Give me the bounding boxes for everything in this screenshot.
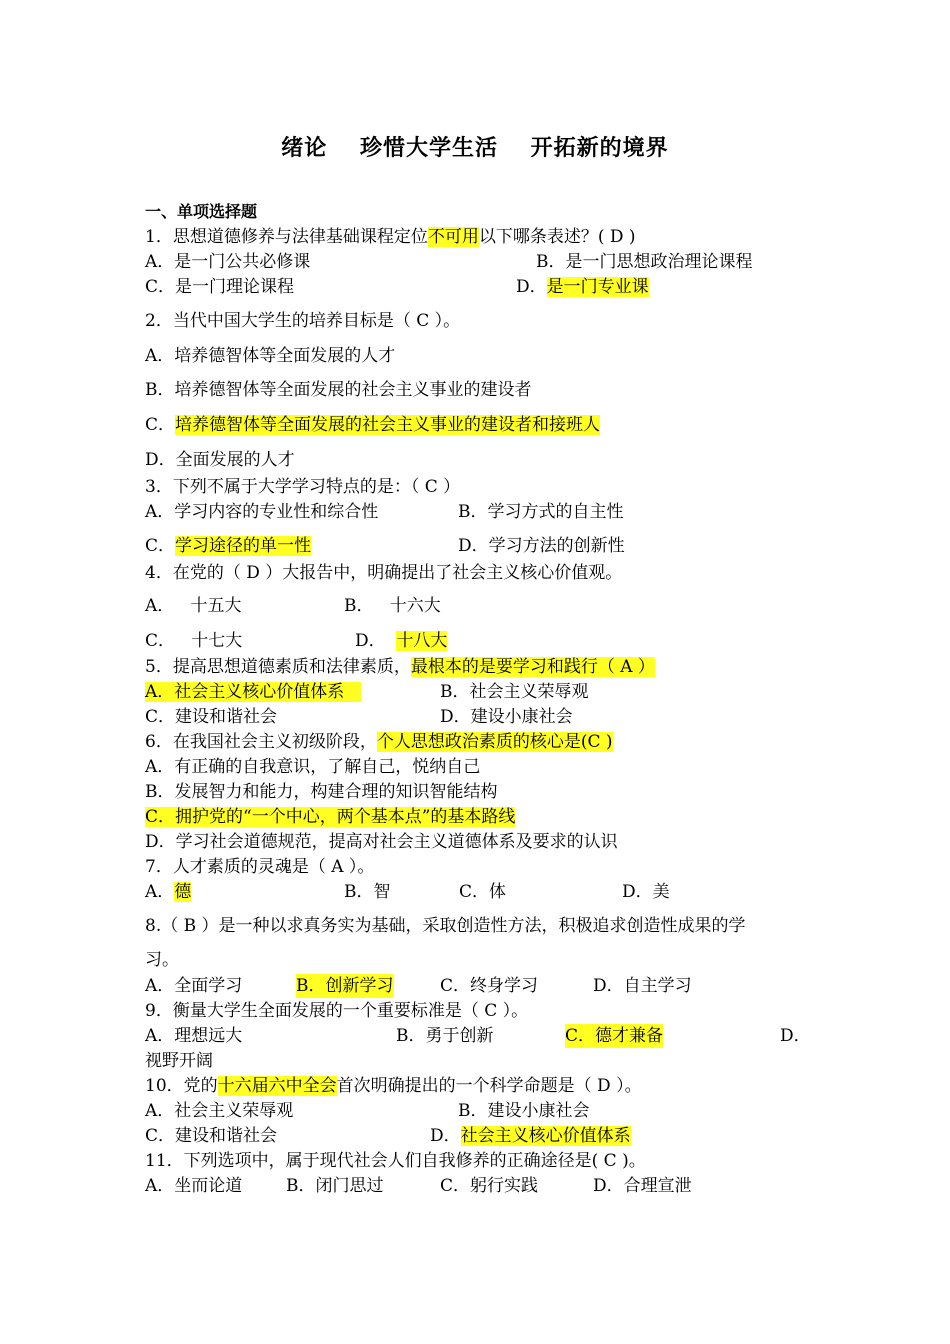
question-9-stem: 9．衡量大学生全面发展的一个重要标准是（ C ）。 — [145, 1001, 529, 1021]
title-part: 开拓新的境界 — [530, 136, 669, 161]
question-7-stem: 7．人才素质的灵魂是（ A ）。 — [145, 857, 375, 877]
highlight: B．创新学习 — [296, 976, 394, 996]
title-part: 珍惜大学生活 — [359, 136, 498, 161]
question-4-options-row1: A． 十五大 B． 十六大 — [145, 596, 441, 616]
question-10-stem: 10．党的十六届六中全会首次明确提出的一个科学命题是（ D ）。 — [145, 1076, 642, 1096]
question-8-options: A．全面学习 B．创新学习 C．终身学习 D．自主学习 — [145, 976, 692, 996]
question-10-options-row1: A．社会主义荣辱观 B．建设小康社会 — [145, 1101, 590, 1121]
highlight: 是一门专业课 — [546, 277, 649, 297]
question-7-options: A．德 B．智 C．体 D．美 — [145, 882, 670, 902]
highlight: 德 — [174, 882, 192, 902]
question-2-option-c: C．培养德智体等全面发展的社会主义事业的建设者和接班人 — [145, 415, 601, 435]
section-heading: 一、单项选择题 — [145, 202, 258, 221]
question-5-options-row1: A．社会主义核心价值体系 B．社会主义荣辱观 — [145, 682, 589, 702]
question-5-stem: 5．提高思想道德素质和法律素质，最根本的是要学习和践行（ A ） — [145, 657, 655, 677]
question-11-options: A．坐而论道 B．闭门思过 C．躬行实践 D．合理宣泄 — [145, 1176, 692, 1196]
question-6-option-c — [145, 805, 515, 829]
highlight: 十六届六中全会 — [217, 1076, 337, 1096]
question-5-options-row2: C．建设和谐社会 D．建设小康社会 — [145, 707, 573, 727]
highlight: 个人思想政治素质的核心是(C ) — [376, 732, 613, 752]
question-6-option-b: B．发展智力和能力，构建合理的知识智能结构 — [145, 782, 498, 802]
question-2-option-a: A．培养德智体等全面发展的人才 — [145, 346, 396, 366]
question-10-options-row2: C．建设和谐社会 D．社会主义核心价值体系 — [145, 1126, 631, 1146]
question-8-stem-line1: 8.（ B ）是一种以求真务实为基础，采取创造性方法，积极追求创造性成果的学 — [145, 916, 746, 936]
question-3-stem: 3．下列不属于大学学习特点的是：（ C ） — [145, 477, 461, 497]
question-3-options-row2: C．学习途径的单一性 D．学习方法的创新性 — [145, 536, 625, 556]
question-9-option-d-wrap: 视野开阔 — [145, 1051, 213, 1071]
highlight: 社会主义核心价值体系 — [460, 1126, 631, 1146]
question-2-option-b: B．培养德智体等全面发展的社会主义事业的建设者 — [145, 380, 532, 400]
highlight: 培养德智体等全面发展的社会主义事业的建设者和接班人 — [175, 415, 601, 435]
highlight: 十八大 — [396, 631, 448, 651]
highlight: 不可用 — [427, 227, 479, 247]
question-6-stem: 6．在我国社会主义初级阶段，个人思想政治素质的核心是(C ) — [145, 732, 613, 752]
highlight: A．社会主义核心价值体系 — [145, 682, 361, 702]
question-4-options-row2: C． 十七大 D． 十八大 — [145, 631, 448, 651]
question-6-option-d: D．学习社会道德规范，提高对社会主义道德体系及要求的认识 — [145, 832, 618, 852]
question-1-options-row1: A．是一门公共必修课 B．是一门思想政治理论课程 — [145, 252, 753, 272]
page-title — [0, 134, 950, 164]
question-11-stem: 11．下列选项中，属于现代社会人们自我修养的正确途径是( C )。 — [145, 1151, 646, 1171]
question-1-stem: 1．思想道德修养与法律基础课程定位不可用以下哪条表述？( D ) — [145, 227, 636, 247]
question-8-stem-line2: 习。 — [145, 950, 179, 970]
question-9-options: A．理想远大 B．勇于创新 C．德才兼备 D． — [145, 1026, 811, 1046]
question-6-option-a: A．有正确的自我意识，了解自己，悦纳自己 — [145, 757, 481, 777]
question-2-option-d: D．全面发展的人才 — [145, 450, 295, 470]
question-3-options-row1: A．学习内容的专业性和综合性 B．学习方式的自主性 — [145, 502, 624, 522]
highlight: C．德才兼备 — [565, 1026, 664, 1046]
highlight: 最根本的是要学习和践行（ A ） — [410, 657, 655, 677]
question-4-stem: 4．在党的（ D ）大报告中，明确提出了社会主义核心价值观。 — [145, 563, 623, 583]
highlight: C．拥护党的“一个中心，两个基本点”的基本路线 — [145, 807, 516, 827]
title-part: 绪论 — [281, 136, 328, 161]
highlight: 学习途径的单一性 — [175, 536, 312, 556]
question-1-options-row2: C．是一门理论课程 D．是一门专业课 — [145, 277, 649, 297]
question-2-stem: 2．当代中国大学生的培养目标是（ C ）。 — [145, 311, 461, 331]
